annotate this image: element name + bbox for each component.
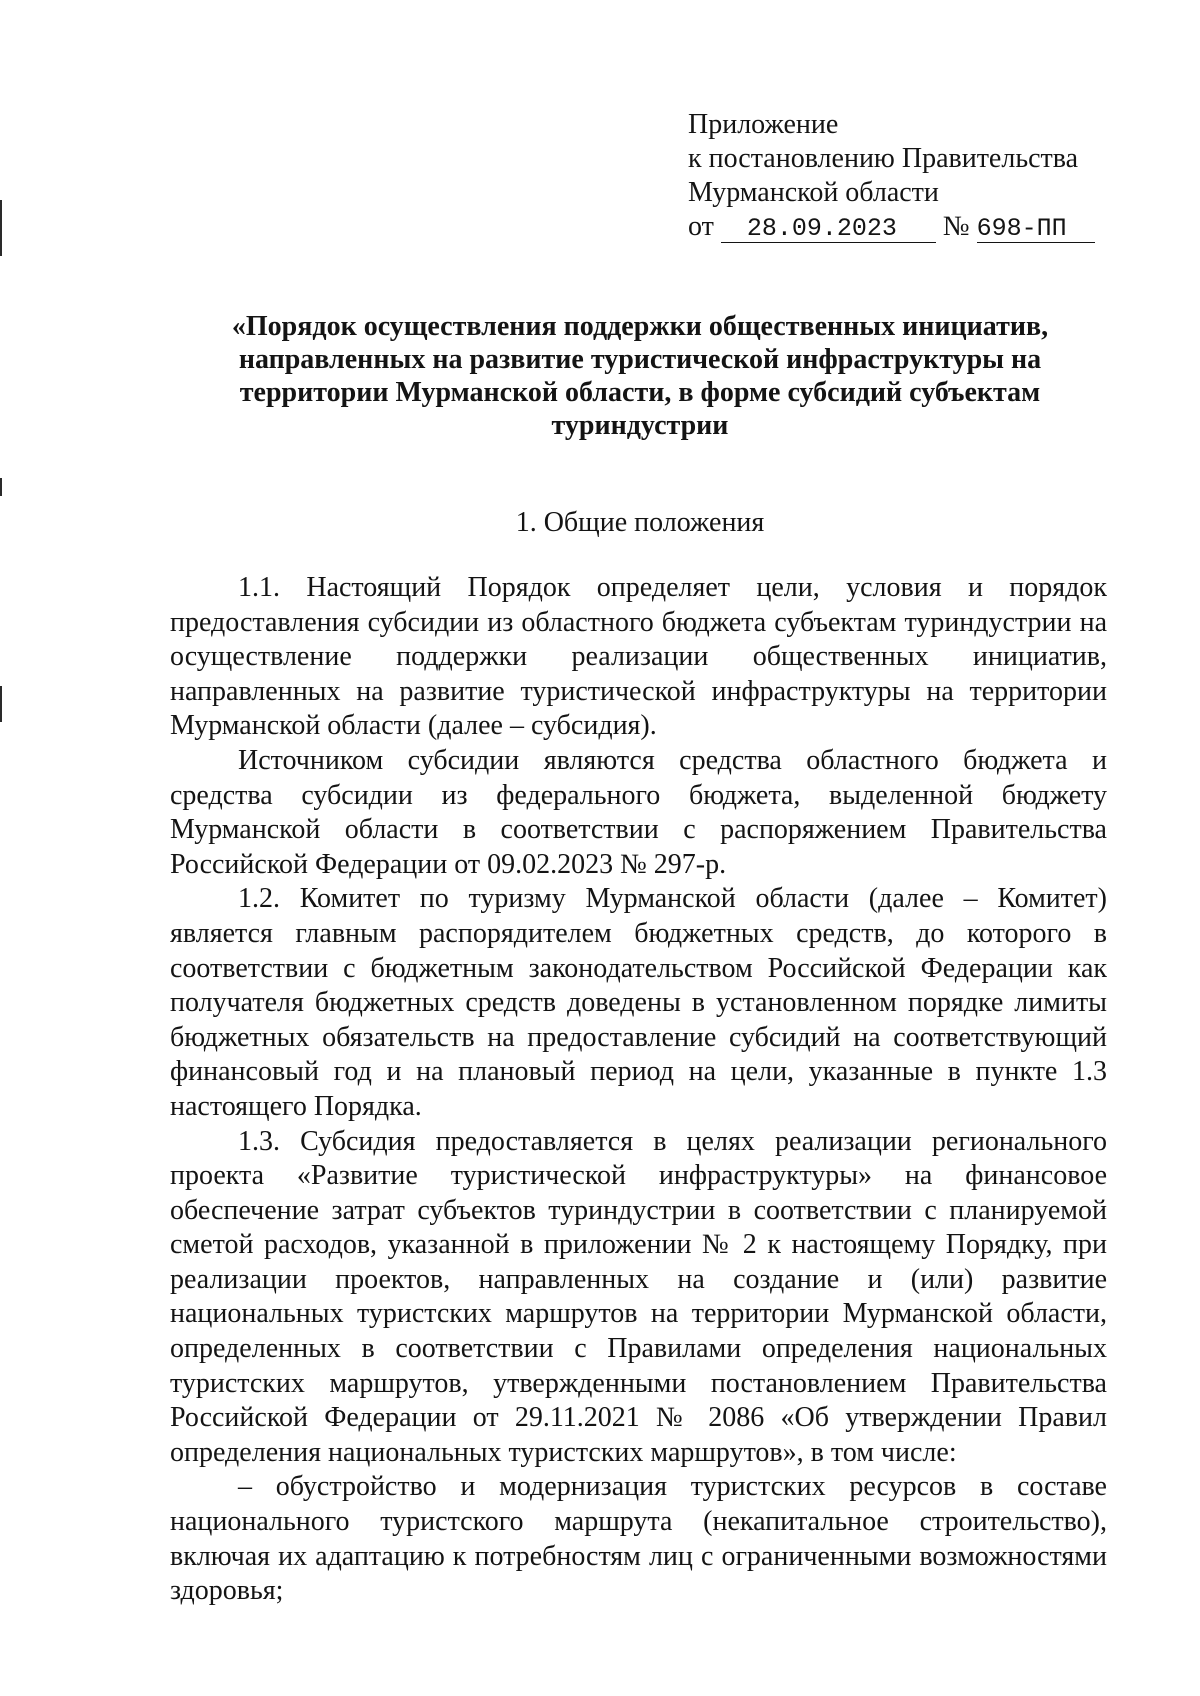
section-heading: 1. Общие положения <box>515 507 765 538</box>
date-prefix: от <box>688 211 714 242</box>
scan-edge-mark <box>0 686 2 722</box>
resolution-number: 698-ПП <box>977 216 1095 243</box>
paragraph-1-3: 1.3. Субсидия предоставляется в целях реализации регионального проекта «Развитие туристической инфраструктуры» на финансовое обеспечение затрат субъектов туриндустрии в соответствии с планируемой сметой расходов, указанной в приложении № 2 к настоящему Порядку, при реализации проектов, направленных на создание и (или) развитие национальных туристских маршрутов на территории Мурманской области, определенных в соответствии с Правилами определения национальных туристских маршрутов, утвержденными постановлением Правительства Российской Федерации от 29.11.2021 № 2086 «Об утверждении Правил определения национальных туристских маршрутов», в том числе: <box>170 1125 1107 1468</box>
appendix-date-line <box>688 210 1128 244</box>
document-body <box>170 571 1107 1609</box>
number-prefix: № <box>942 211 970 242</box>
appendix-region: Мурманской области <box>688 177 939 208</box>
resolution-date: 28.09.2023 <box>721 216 936 243</box>
scan-edge-mark <box>0 200 2 256</box>
appendix-label: Приложение <box>688 109 839 140</box>
document-title: «Порядок осуществления поддержки общественных инициатив, направленных на развитие туристической инфраструктуры на территории Мурманской области, в форме субсидий субъектам туриндустрии <box>231 311 1049 441</box>
paragraph-list-item: – обустройство и модернизация туристских ресурсов в составе национального туристского маршрута (некапитальное строительство), включая их адаптацию к потребностям лиц с ограниченными возможностями здоровья; <box>170 1471 1107 1607</box>
paragraph-1-1: 1.1. Настоящий Порядок определяет цели, условия и порядок предоставления субсидии из областного бюджета субъектам туриндустрии на осуществление поддержки реализации общественных инициатив, направленных на развитие туристической инфраструктуры на территории Мурманской области (далее – субсидия). <box>170 572 1107 742</box>
paragraph-1-2: 1.2. Комитет по туризму Мурманской области (далее – Комитет) является главным распорядителем бюджетных средств, до которого в соответствии с бюджетным законодательством Российской Федерации как получателя бюджетных средств доведены в установленном порядке лимиты бюджетных обязательств на предоставление субсидий на соответствующий финансовый год и на плановый период на цели, указанные в пункте 1.3 настоящего Порядка. <box>170 883 1107 1122</box>
appendix-resolution-ref: к постановлению Правительства <box>688 143 1079 174</box>
appendix-block <box>688 108 1128 244</box>
paragraph-funding-source: Источником субсидии являются средства областного бюджета и средства субсидии из федерального бюджета, выделенной бюджету Мурманской области в соответствии с распоряжением Правительства Российской Федерации от 09.02.2023 № 297-р. <box>170 744 1107 880</box>
scan-edge-mark <box>0 478 2 496</box>
